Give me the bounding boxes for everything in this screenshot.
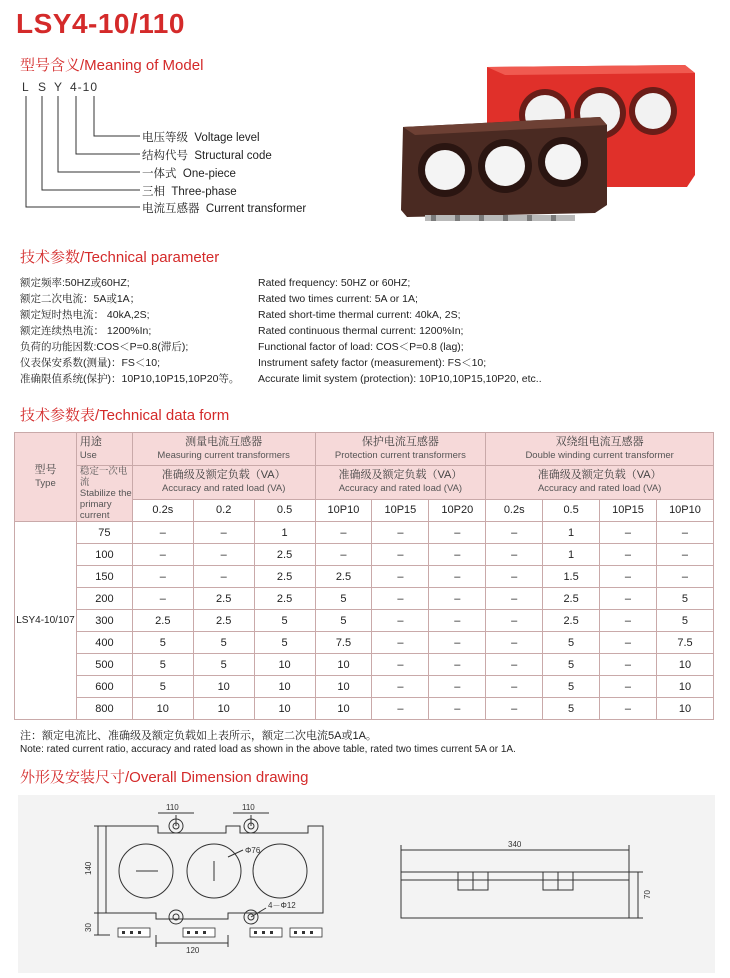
value-cell: –: [656, 566, 713, 588]
value-cell: –: [486, 698, 543, 720]
tech-en-line: Rated two times current: 5A or 1A;: [258, 293, 418, 305]
table-header-row-1: [15, 433, 714, 466]
value-cell: –: [132, 544, 193, 566]
group-double-winding: [486, 433, 714, 466]
table-row: [15, 676, 714, 698]
acc-header-protection: [315, 466, 486, 500]
value-cell: 5: [656, 610, 713, 632]
value-cell: 5: [132, 676, 193, 698]
dim-4-phi12: 4－Φ12: [268, 901, 296, 910]
dim-phi76: Φ76: [245, 846, 261, 855]
dim-120: 120: [186, 946, 200, 955]
value-cell: –: [372, 654, 429, 676]
tech-en-line: Rated continuous thermal current: 1200%In;: [258, 325, 464, 337]
col-header: 0.2: [193, 499, 254, 521]
tech-zh-line: 额定连续热电流： 1200%In;: [20, 325, 152, 337]
tech-zh-line: 准确限值系统(保护)：10P10,10P15,10P20等。: [20, 373, 240, 385]
model-item-zh: 结构代号: [142, 150, 188, 162]
code-number: 4-10: [70, 80, 99, 94]
value-cell: –: [132, 522, 193, 544]
current-cell: 500: [76, 654, 132, 676]
current-cell: 75: [76, 522, 132, 544]
table-row: [15, 654, 714, 676]
tech-zh-line: 额定短时热电流： 40kA,2S;: [20, 309, 150, 321]
note-zh: 注：额定电流比、准确级及额定负载如上表所示，额定二次电流5A或1A。: [20, 730, 377, 742]
value-cell: –: [429, 698, 486, 720]
value-cell: –: [600, 566, 657, 588]
value-cell: –: [429, 654, 486, 676]
tech-zh-list: [20, 275, 239, 387]
current-cell: 300: [76, 610, 132, 632]
value-cell: 2.5: [254, 588, 315, 610]
col-header: 10P15: [372, 499, 429, 521]
model-connector-lines: [0, 0, 140, 220]
table-body: [15, 522, 714, 720]
type-header: [15, 433, 77, 522]
value-cell: –: [372, 566, 429, 588]
value-cell: –: [486, 654, 543, 676]
value-cell: 2.5: [193, 588, 254, 610]
group-en: Double winding current transformer: [525, 450, 674, 461]
model-item-zh: 一体式: [142, 168, 177, 180]
acc-en: Accuracy and rated load (VA): [537, 483, 662, 495]
value-cell: 5: [254, 610, 315, 632]
type-en: Type: [35, 478, 56, 489]
table-heading: 技术参数表/Technical data form: [20, 407, 230, 424]
value-cell: 2.5: [543, 610, 600, 632]
value-cell: 7.5: [315, 632, 372, 654]
value-cell: –: [372, 588, 429, 610]
current-cell: 150: [76, 566, 132, 588]
primary-zh: 稳定一次电流: [79, 466, 128, 488]
tech-en-line: Accurate limit system (protection): 10P10,10P15,10P20, etc..: [258, 373, 542, 385]
col-header: 0.2s: [132, 499, 193, 521]
page-title: LSY4-10/110: [16, 8, 185, 39]
value-cell: 5: [132, 654, 193, 676]
value-cell: –: [372, 544, 429, 566]
model-item-en: Current transformer: [205, 203, 307, 215]
value-cell: –: [372, 522, 429, 544]
value-cell: 5: [315, 588, 372, 610]
technical-data-table: [14, 432, 714, 720]
use-header: [76, 433, 132, 466]
current-cell: 100: [76, 544, 132, 566]
value-cell: –: [486, 544, 543, 566]
value-cell: 5: [254, 632, 315, 654]
value-cell: 10: [193, 698, 254, 720]
table-row: [15, 522, 714, 544]
value-cell: 10: [254, 676, 315, 698]
value-cell: –: [486, 588, 543, 610]
value-cell: 2.5: [254, 544, 315, 566]
value-cell: 1: [543, 522, 600, 544]
dim-340: 340: [508, 840, 522, 849]
value-cell: –: [372, 676, 429, 698]
value-cell: –: [600, 522, 657, 544]
value-cell: 10: [315, 654, 372, 676]
model-item-en: One-piece: [182, 168, 236, 180]
table-row: [15, 588, 714, 610]
value-cell: 10: [656, 654, 713, 676]
tech-en-line: Instrument safety factor (measurement): FS＜10;: [258, 357, 487, 369]
value-cell: –: [486, 522, 543, 544]
value-cell: –: [132, 588, 193, 610]
tech-en-list: [258, 275, 542, 387]
model-heading: 型号含义/Meaning of Model: [20, 57, 204, 74]
value-cell: –: [372, 610, 429, 632]
tech-en-line: Rated frequency: 50HZ or 60HZ;: [258, 277, 411, 289]
value-cell: –: [486, 676, 543, 698]
current-cell: 400: [76, 632, 132, 654]
acc-header-double: [486, 466, 714, 500]
group-en: Protection current transformers: [334, 450, 466, 461]
value-cell: –: [429, 588, 486, 610]
col-header: 10P10: [315, 499, 372, 521]
value-cell: –: [315, 544, 372, 566]
dim-70: 70: [643, 890, 652, 899]
value-cell: –: [372, 698, 429, 720]
value-cell: –: [429, 610, 486, 632]
value-cell: 10: [315, 698, 372, 720]
value-cell: 1.5: [543, 566, 600, 588]
tech-zh-line: 额定二次电流：5A或1A；: [20, 293, 141, 305]
dim-110-right: 110: [242, 803, 255, 812]
tech-zh-line: 负荷的功能因数:COS＜P=0.8(滞后);: [20, 341, 189, 353]
note-en: Note: rated current ratio, accuracy and rated load as shown in the above table, rated two times current 5A or 1A.: [20, 744, 516, 755]
value-cell: 5: [315, 610, 372, 632]
primary-current-header: [76, 466, 132, 522]
value-cell: –: [486, 610, 543, 632]
value-cell: –: [486, 566, 543, 588]
group-zh: 保护电流互感器: [361, 436, 439, 448]
value-cell: 5: [543, 676, 600, 698]
tech-heading: 技术参数/Technical parameter: [20, 249, 220, 266]
model-item-threephase: [142, 183, 237, 199]
value-cell: 10: [254, 654, 315, 676]
model-item-ct: [142, 200, 306, 216]
value-cell: –: [429, 544, 486, 566]
primary-en-2: primary current: [79, 499, 112, 521]
value-cell: 10: [254, 698, 315, 720]
group-zh: 双绕组电流互感器: [555, 436, 644, 448]
model-name-cell: LSY4-10/107: [15, 522, 77, 720]
drawing-heading: 外形及安装尺寸/Overall Dimension drawing: [20, 769, 309, 786]
table-row: [15, 566, 714, 588]
value-cell: –: [600, 676, 657, 698]
model-item-zh: 电压等级: [142, 132, 188, 144]
table-row: [15, 610, 714, 632]
col-header: 10P15: [600, 499, 657, 521]
tech-en-line: Functional factor of load: COS＜P=0.8 (lag);: [258, 341, 464, 353]
primary-en-1: Stabilize the: [79, 488, 132, 499]
value-cell: 5: [543, 632, 600, 654]
value-cell: 2.5: [132, 610, 193, 632]
col-header: 0.2s: [486, 499, 543, 521]
value-cell: –: [193, 566, 254, 588]
value-cell: –: [372, 632, 429, 654]
value-cell: 10: [193, 676, 254, 698]
value-cell: –: [315, 522, 372, 544]
value-cell: 2.5: [193, 610, 254, 632]
model-item-en: Voltage level: [194, 132, 260, 144]
acc-en: Accuracy and rated load (VA): [338, 483, 463, 495]
value-cell: –: [429, 632, 486, 654]
table-header-row-2: [15, 466, 714, 500]
value-cell: 5: [132, 632, 193, 654]
acc-zh: 准确级及额定负载（VA）: [161, 469, 286, 482]
value-cell: –: [429, 676, 486, 698]
value-cell: –: [600, 544, 657, 566]
model-item-structural: [142, 147, 272, 163]
model-item-en: Structural code: [194, 150, 272, 162]
acc-header-measuring: [132, 466, 315, 500]
col-header: 10P20: [429, 499, 486, 521]
acc-zh: 准确级及额定负载（VA）: [338, 469, 463, 482]
current-cell: 600: [76, 676, 132, 698]
group-zh: 测量电流互感器: [185, 436, 263, 448]
current-cell: 800: [76, 698, 132, 720]
value-cell: 2.5: [254, 566, 315, 588]
use-en: Use: [79, 450, 97, 461]
model-item-en: Three-phase: [171, 186, 237, 198]
dim-30: 30: [84, 923, 93, 932]
value-cell: –: [486, 632, 543, 654]
table-row: [15, 698, 714, 720]
group-measuring: [132, 433, 315, 466]
model-item-onepiece: [142, 165, 236, 181]
tech-en-line: Rated short-time thermal current: 40kA, 2S;: [258, 309, 461, 321]
value-cell: 5: [193, 632, 254, 654]
value-cell: 10: [656, 698, 713, 720]
code-letter-l: L: [22, 80, 30, 94]
model-item-voltage: [142, 129, 260, 145]
value-cell: 5: [543, 698, 600, 720]
value-cell: 5: [193, 654, 254, 676]
value-cell: 10: [132, 698, 193, 720]
col-header: 10P10: [656, 499, 713, 521]
dim-110-left: 110: [166, 803, 179, 812]
dimension-drawing: [18, 795, 715, 973]
tech-zh-line: 仪表保安系数(测量)：FS＜10;: [20, 357, 161, 369]
value-cell: –: [193, 544, 254, 566]
col-header: 0.5: [254, 499, 315, 521]
acc-en: Accuracy and rated load (VA): [161, 483, 286, 495]
value-cell: –: [193, 522, 254, 544]
value-cell: 1: [543, 544, 600, 566]
value-cell: –: [600, 610, 657, 632]
type-zh: 型号: [34, 464, 57, 476]
current-cell: 200: [76, 588, 132, 610]
value-cell: 5: [543, 654, 600, 676]
value-cell: 2.5: [315, 566, 372, 588]
use-zh: 用途: [79, 436, 102, 448]
value-cell: 2.5: [543, 588, 600, 610]
col-header: 0.5: [543, 499, 600, 521]
value-cell: 7.5: [656, 632, 713, 654]
tech-zh-line: 额定频率:50HZ或60HZ;: [20, 277, 130, 289]
value-cell: –: [600, 588, 657, 610]
value-cell: –: [600, 632, 657, 654]
model-item-zh: 电流互感器: [142, 203, 200, 215]
value-cell: –: [656, 544, 713, 566]
product-photo: [395, 55, 725, 230]
value-cell: –: [656, 522, 713, 544]
table-row: [15, 632, 714, 654]
acc-zh: 准确级及额定负载（VA）: [537, 469, 662, 482]
code-letter-y: Y: [54, 80, 64, 94]
model-item-zh: 三相: [142, 186, 165, 198]
value-cell: 10: [656, 676, 713, 698]
value-cell: 10: [315, 676, 372, 698]
group-en: Measuring current transformers: [157, 450, 290, 461]
value-cell: –: [132, 566, 193, 588]
value-cell: 1: [254, 522, 315, 544]
value-cell: 5: [656, 588, 713, 610]
value-cell: –: [429, 522, 486, 544]
value-cell: –: [600, 654, 657, 676]
value-cell: –: [429, 566, 486, 588]
dim-140: 140: [84, 861, 93, 875]
group-protection: [315, 433, 486, 466]
table-row: [15, 544, 714, 566]
code-letter-s: S: [38, 80, 48, 94]
value-cell: –: [600, 698, 657, 720]
